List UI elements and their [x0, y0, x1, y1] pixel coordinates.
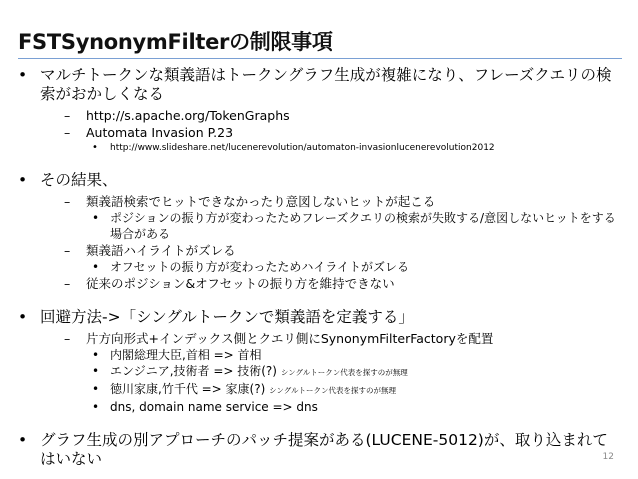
sub-item-search-miss [18, 193, 620, 210]
sub-sub-item-phrase-query [18, 210, 620, 242]
sub-item-highlight [18, 242, 620, 259]
example-text: dns, domain name service => dns [110, 400, 318, 414]
sub-text: 従来のポジション&オフセットの振り方を維持できない [86, 276, 395, 291]
sub-text: 類義語検索でヒットできなかったり意図しないヒットが起こる [86, 194, 436, 209]
bullet-result [18, 171, 620, 190]
dash-marker: – [64, 276, 71, 291]
example-text: エンジニア,技術者 => 技術(?) [110, 364, 277, 378]
sub-text: 類義語ハイライトがズレる [86, 243, 236, 258]
sub-text: Automata Invasion P.23 [86, 125, 234, 140]
example-text: 内閣総理大臣,首相 => 首相 [110, 348, 262, 362]
bullet-multitoken [18, 66, 620, 104]
bullet-marker: • [92, 142, 98, 153]
dash-marker: – [64, 108, 71, 123]
slide-body [18, 66, 620, 469]
sub-item-tokengraphs-link[interactable] [18, 107, 620, 124]
link-text[interactable]: http://www.slideshare.net/lucenerevolution/automaton-invasionlucenerevolution2012 [110, 143, 495, 153]
sub-item-position-offset [18, 275, 620, 292]
bullet-text: グラフ生成の別アプローチのパッチ提案がある(LUCENE-5012)が、取り込まれてはいない [40, 431, 608, 468]
bullet-marker: • [92, 400, 100, 414]
example-item [18, 381, 620, 399]
sub-sub-item-offset [18, 259, 620, 275]
bullet-marker: • [18, 171, 28, 189]
sub-text: 片方向形式+インデックス側とクエリ側にSynonymFilterFactoryを配置 [86, 331, 494, 346]
sub-sub-text: オフセットの振り方が変わったためハイライトがズレる [110, 260, 410, 274]
example-item [18, 363, 620, 381]
dash-marker: – [64, 243, 71, 258]
bullet-text: その結果、 [40, 171, 118, 189]
bullet-marker: • [92, 348, 100, 362]
dash-marker: – [64, 125, 71, 140]
bullet-marker: • [92, 211, 100, 225]
bullet-text: 回避方法->「シングルトークンで類義語を定義する」 [40, 308, 414, 326]
sub-item-automata-invasion [18, 124, 620, 141]
title-divider [18, 58, 622, 59]
bullet-text: マルチトークンな類義語はトークングラフ生成が複雑になり、フレーズクエリの検索がおかしくなる [40, 66, 612, 103]
example-text: 徳川家康,竹千代 => 家康(?) [110, 382, 266, 396]
dash-marker: – [64, 194, 71, 209]
bullet-marker: • [18, 308, 28, 326]
bullet-workaround [18, 308, 620, 327]
dash-marker: – [64, 331, 71, 346]
bullet-marker: • [92, 364, 100, 378]
bullet-marker: • [18, 431, 28, 449]
slide-title: FSTSynonymFilterの制限事項 [18, 30, 333, 54]
bullet-lucene-patch [18, 431, 620, 469]
link-text[interactable]: http://s.apache.org/TokenGraphs [86, 108, 290, 123]
page-number: 12 [602, 452, 614, 462]
sub-item-synonym-filter-factory [18, 330, 620, 347]
bullet-marker: • [92, 382, 100, 396]
example-item [18, 347, 620, 363]
sub-sub-item-slideshare-link[interactable] [18, 141, 620, 155]
example-note: シングルトークン代表を探すのが無理 [280, 368, 408, 377]
bullet-marker: • [92, 260, 100, 274]
example-note: シングルトークン代表を探すのが無理 [269, 386, 397, 395]
example-item [18, 399, 620, 415]
sub-sub-text: ポジションの振り方が変わったためフレーズクエリの検索が失敗する/意図しないヒットをする場合がある [110, 211, 616, 241]
bullet-marker: • [18, 66, 28, 84]
